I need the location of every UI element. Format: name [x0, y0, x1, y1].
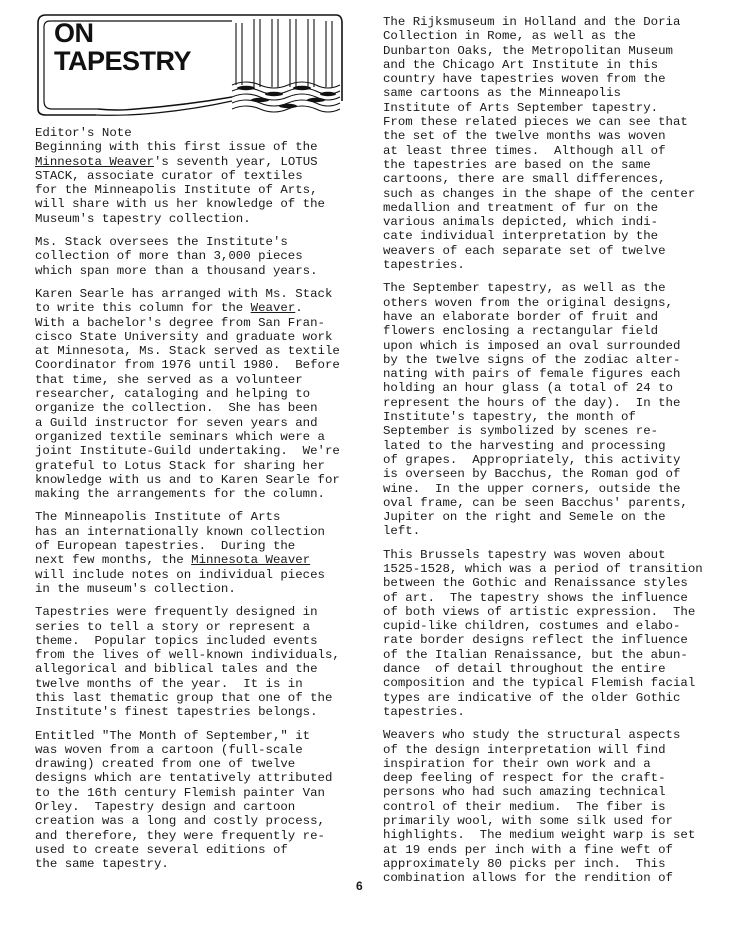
text-line: tapestries. — [383, 258, 465, 273]
text-line: Weavers who study the structural aspects — [383, 728, 681, 743]
text-line: Collection in Rome, as well as the — [383, 29, 636, 44]
text-line: used to create several editions of — [35, 842, 288, 857]
underlined-title: Minnesota Weaver — [191, 553, 311, 568]
text-line: of art. The tapestry shows the influence — [383, 590, 688, 605]
text-line: Institute's finest tapestries belongs. — [35, 705, 318, 720]
title-line-2: TAPESTRY — [54, 46, 192, 76]
text-line — [35, 553, 351, 567]
text-line: composition and the typical Flemish facial — [383, 676, 696, 691]
right-column — [383, 15, 703, 895]
text-line: cisco State University and graduate work — [35, 329, 333, 344]
text-line: 1525-1528, which was a period of transition — [383, 561, 703, 576]
text-line: The Minneapolis Institute of Arts — [35, 510, 281, 525]
text-fragment: 's seventh year, LOTUS — [153, 154, 318, 169]
text-line: will share with us her knowledge of the — [35, 197, 325, 212]
paragraph — [35, 287, 351, 501]
text-line: drawing) created from one of twelve — [35, 757, 296, 772]
text-line: this last thematic group that one of the — [35, 690, 333, 705]
text-line: organized textile seminars which were a — [35, 429, 325, 444]
text-line: Institute's tapestry, the month of — [383, 410, 636, 425]
text-line: to the 16th century Flemish painter Van — [35, 785, 325, 800]
text-line: series to tell a story or represent a — [35, 619, 311, 634]
text-line: various animals depicted, which indi- — [383, 215, 659, 230]
text-fragment: . — [295, 301, 303, 316]
text-line: and therefore, they were frequently re- — [35, 828, 325, 843]
text-line: country have tapestries woven from the — [383, 72, 666, 87]
text-line: same cartoons as the Minneapolis — [383, 86, 621, 101]
left-column — [35, 126, 351, 881]
text-line: grateful to Lotus Stack for sharing her — [35, 458, 325, 473]
text-line: organize the collection. She has been — [35, 401, 318, 416]
text-line: which span more than a thousand years. — [35, 263, 318, 278]
paragraph — [383, 547, 703, 720]
text-line: Museum's tapestry collection. — [35, 211, 251, 226]
paragraph — [383, 728, 696, 886]
text-line: oval frame, can be seen Bacchus' parents, — [383, 495, 688, 510]
text-line: holding an hour glass (a total of 24 to — [383, 381, 673, 396]
column-title — [54, 19, 191, 75]
text-line: weavers of each separate set of twelve — [383, 243, 666, 258]
text-line: combination allows for the rendition of — [383, 871, 673, 886]
text-line: STACK, associate curator of textiles — [35, 168, 303, 183]
text-line: in the museum's collection. — [35, 581, 236, 596]
text-line — [35, 301, 351, 315]
text-fragment: next few months, the — [35, 553, 192, 568]
text-line — [35, 155, 351, 169]
text-line: dance of detail throughout the entire — [383, 662, 666, 677]
paragraph — [35, 605, 351, 719]
text-fragment: to write this column for the — [35, 301, 251, 316]
text-line: collection of more than 3,000 pieces — [35, 249, 303, 264]
text-line: of both views of artistic expression. The — [383, 604, 696, 619]
text-line: Jupiter on the right and Semele on the — [383, 510, 666, 525]
text-line: represent the hours of the day). In the — [383, 395, 681, 410]
text-line: the set of the twelve months was woven — [383, 129, 666, 144]
text-line: Dunbarton Oaks, the Metropolitan Museum — [383, 43, 673, 58]
text-line: left. — [383, 524, 421, 539]
text-line: the tapestries are based on the same — [383, 157, 651, 172]
text-line: The Rijksmuseum in Holland and the Doria — [383, 15, 681, 29]
text-line: joint Institute-Guild undertaking. We're — [35, 444, 340, 459]
text-line: is overseen by Bacchus, the Roman god of — [383, 467, 681, 482]
text-line: allegorical and biblical tales and the — [35, 662, 318, 677]
title-line-1: ON — [54, 18, 94, 48]
text-line: The September tapestry, as well as the — [383, 281, 666, 296]
text-line: cartoons, there are small differences, — [383, 172, 666, 187]
text-line: of the Italian Renaissance, but the abun- — [383, 647, 688, 662]
text-line: twelve months of the year. It is in — [35, 676, 303, 691]
text-line: others woven from the original designs, — [383, 295, 673, 310]
underlined-title: Minnesota Weaver — [35, 154, 154, 169]
text-line: such as changes in the shape of the center — [383, 186, 696, 201]
text-line: of the design interpretation will find — [383, 742, 666, 757]
text-line: will include notes on individual pieces — [35, 567, 325, 582]
text-line: flowers enclosing a rectangular field — [383, 324, 659, 339]
text-line: Beginning with this first issue of the — [35, 140, 318, 155]
text-line: Institute of Arts September tapestry. — [383, 100, 659, 115]
text-line: creation was a long and costly process, — [35, 814, 325, 829]
text-line: medallion and treatment of fur on the — [383, 200, 659, 215]
text-line: Karen Searle has arranged with Ms. Stack — [35, 286, 333, 301]
text-line: deep feeling of respect for the craft- — [383, 771, 666, 786]
paragraph — [383, 15, 696, 273]
text-line: from the lives of well-known individuals, — [35, 648, 340, 663]
text-line: of European tapestries. During the — [35, 539, 296, 554]
text-line: and the Chicago Art Institute in this — [383, 57, 659, 72]
text-line: Orley. Tapestry design and cartoon — [35, 800, 296, 815]
text-line: Entitled "The Month of September," it — [35, 728, 311, 743]
text-line: Tapestries were frequently designed in — [35, 605, 318, 620]
text-line: for the Minneapolis Institute of Arts, — [35, 183, 318, 198]
text-line: Editor's Note — [35, 126, 132, 140]
text-line: primarily wool, with some silk used for — [383, 814, 673, 829]
text-line: From these related pieces we can see that — [383, 115, 688, 130]
text-line: knowledge with us and to Karen Searle for — [35, 472, 340, 487]
text-line: types are indicative of the older Gothic — [383, 690, 681, 705]
text-line: This Brussels tapestry was woven about — [383, 547, 666, 562]
text-line: that time, she served as a volunteer — [35, 372, 303, 387]
text-line: Ms. Stack oversees the Institute's — [35, 235, 288, 250]
column-header — [36, 13, 344, 117]
text-line: tapestries. — [383, 704, 465, 719]
text-line: at 19 ends per inch with a fine weft of — [383, 842, 673, 857]
text-line: Coordinator from 1976 until 1980. Before — [35, 358, 340, 373]
text-line: at least three times. Although all of — [383, 143, 666, 158]
text-line: has an internationally known collection — [35, 524, 325, 539]
text-line: the same tapestry. — [35, 857, 169, 872]
text-line: wine. In the upper corners, outside the — [383, 481, 681, 496]
paragraph — [35, 126, 351, 226]
text-line: cate individual interpretation by the — [383, 229, 659, 244]
paragraph — [35, 235, 351, 278]
text-line: by the twelve signs of the zodiac alter- — [383, 352, 681, 367]
text-line: researcher, cataloging and helping to — [35, 387, 311, 402]
text-line: inspiration for their own work and a — [383, 756, 651, 771]
page-number: 6 — [356, 879, 363, 893]
underlined-title: Weaver — [250, 301, 296, 316]
text-line: at Minnesota, Ms. Stack served as textile — [35, 344, 340, 359]
paragraph — [35, 510, 351, 596]
text-line: upon which is imposed an oval surrounded — [383, 338, 681, 353]
text-line: between the Gothic and Renaissance styles — [383, 576, 688, 591]
text-line: was woven from a cartoon (full-scale — [35, 742, 303, 757]
text-line: have an elaborate border of fruit and — [383, 309, 659, 324]
text-line: control of their medium. The fiber is — [383, 799, 666, 814]
text-line: designs which are tentatively attributed — [35, 771, 333, 786]
text-line: persons who had such amazing technical — [383, 785, 666, 800]
text-line: of grapes. Appropriately, this activity — [383, 452, 681, 467]
text-line: lated to the harvesting and processing — [383, 438, 666, 453]
paragraph — [35, 729, 351, 872]
paragraph — [383, 281, 688, 539]
text-line: cupid-like children, costumes and elabo- — [383, 619, 681, 634]
text-line: September is symbolized by scenes re- — [383, 424, 659, 439]
text-line: a Guild instructor for seven years and — [35, 415, 318, 430]
text-line: nating with pairs of female figures each — [383, 367, 681, 382]
text-line: making the arrangements for the column. — [35, 487, 325, 502]
text-line: theme. Popular topics included events — [35, 633, 318, 648]
text-line: With a bachelor's degree from San Fran- — [35, 315, 325, 330]
text-line: approximately 80 picks per inch. This — [383, 856, 666, 871]
text-line: rate border designs reflect the influence — [383, 633, 688, 648]
text-line: highlights. The medium weight warp is set — [383, 828, 696, 843]
